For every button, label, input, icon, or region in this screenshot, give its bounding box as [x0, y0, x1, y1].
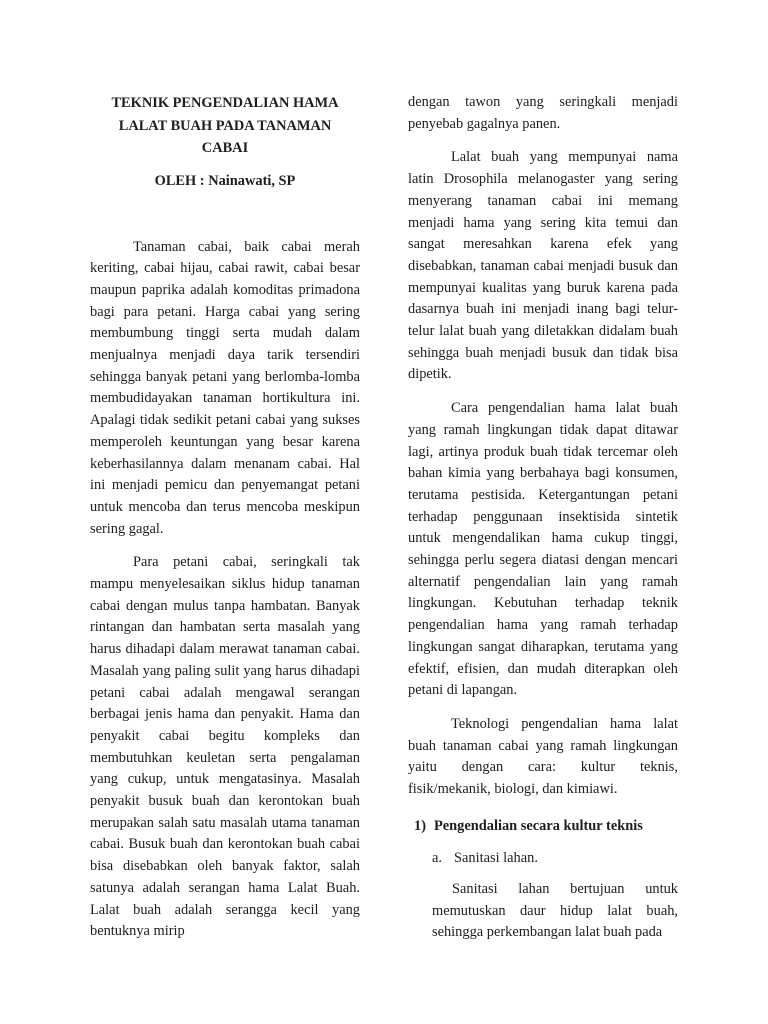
right-column: [408, 92, 678, 944]
section-heading-text: Pengendalian secara kultur teknis: [434, 817, 643, 834]
paragraph-continuation: dengan tawon yang seringkali menjadi penyebab gagalnya panen.: [408, 94, 678, 132]
paragraph-drosophila: Lalat buah yang mempunyai nama latin Drosophila melanogaster yang sering menyerang tanaman cabai ini memang menjadi hama yang sering kita temui dan sangat meresahkan karena efek yang disebabkan, tanaman cabai menjadi busuk dan mempunyai kualitas yang buruk karena pada dasarnya buah ini menjadi inang bagi telur-telur lalat buah yang diletakkan didalam buah sehingga buah menjadi busuk dan tidak bisa dipetik.: [408, 149, 678, 383]
paragraph-technology: Teknologi pengendalian hama lalat buah tanaman cabai yang ramah lingkungan yaitu dengan cara: kultur teknis, fisik/mekanik, biologi, dan kimiawi.: [408, 715, 678, 798]
section-number: 1): [414, 817, 426, 834]
paragraph-problems: Para petani cabai, seringkali tak mampu menyelesaikan siklus hidup tanaman cabai dengan mulus tanpa hambatan. Banyak rintangan dan hambatan serta masalah yang harus dihadapi dalam merawat tanaman cabai. Masalah yang paling sulit yang harus dihadapi petani cabai adalah mengawal serangan berbagai jenis hama dan penyakit. Hama dan penyakit cabai begitu kompleks dan membutuhkan keuletan serta pengalaman yang cukup, untuk mengatasinya. Masalah penyakit busuk buah dan kerontokan buah merupakan salah satu masalah utama tanaman cabai. Busuk buah dan kerontokan buah cabai bisa disebabkan oleh banyak faktor, salah satunya adalah serangan hama Lalat Buah. Lalat buah adalah serangga kecil yang bentuknya mirip: [90, 554, 360, 940]
paragraph-intro: Tanaman cabai, baik cabai merah keriting, cabai hijau, cabai rawit, cabai besar maupun paprika adalah komoditas primadona bagi para petani. Harga cabai yang sering membumbung tinggi serta mudah dalam menjualnya menjadi daya tarik tersendiri sehingga banyak petani yang berlomba-lomba membudidayakan tanaman hortikultura ini. Apalagi tidak sedikit petani cabai yang sukses memperoleh keuntungan yang besar karena keberhasilannya dalam menanam cabai. Hal ini menjadi pemicu dan penyemangat petani untuk mencoba dan terus mencoba meskipun sering gagal.: [90, 238, 360, 537]
section-heading-cultural: [414, 815, 678, 837]
paragraph-sanitation: Sanitasi lahan bertujuan untuk memutuskan daur hidup lalat buah, sehingga perkembangan lalat buah pada: [432, 880, 678, 941]
subsection-label: Sanitasi lahan.: [454, 849, 538, 866]
paragraph-eco-control: Cara pengendalian hama lalat buah yang ramah lingkungan tidak dapat ditawar lagi, artinya produk buah tidak tercemar oleh bahan kimia yang berbahaya bagi konsumen, terutama pestisida. Ketergantungan petani terhadap penggunaan insektisida sintetik untuk mengendalikan hama cukup tinggi, sehingga perlu segera diatasi dengan mencari alternatif pengendalian lain yang ramah lingkungan. Kebutuhan terhadap teknik pengendalian hama yang ramah terhadap lingkungan sangat diharapkan, terutama yang efektif, efisien, dan mudah diterapkan oleh petani di lapangan.: [408, 400, 678, 699]
subsection-sanitation: [432, 847, 678, 869]
document-title: TEKNIK PENGENDALIAN HAMA LALAT BUAH PADA TANAMAN CABAI: [111, 95, 339, 156]
left-column: [90, 92, 360, 943]
author-line: OLEH : Nainawati, SP: [154, 172, 296, 189]
subsection-letter: a.: [432, 849, 442, 866]
